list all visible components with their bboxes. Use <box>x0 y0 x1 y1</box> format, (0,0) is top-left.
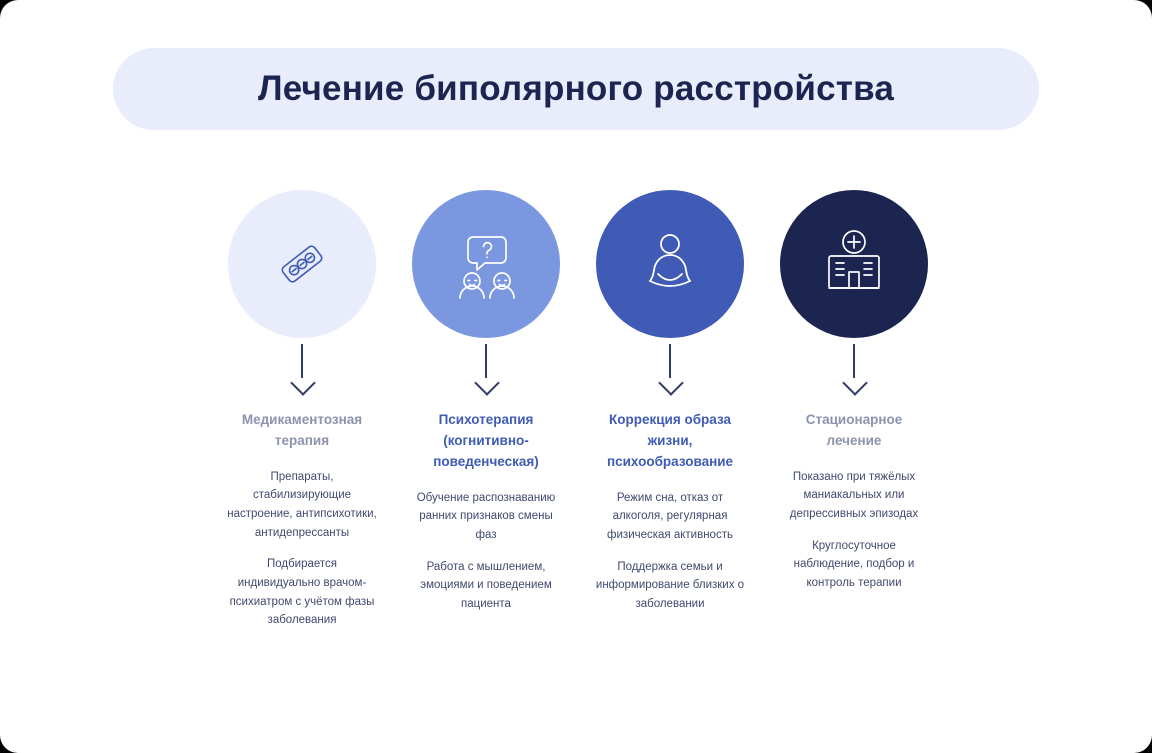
step-column-2 <box>412 190 560 730</box>
step-arrow-4 <box>834 344 874 396</box>
step-arrow-2 <box>466 344 506 396</box>
step-column-4 <box>780 190 928 730</box>
steps-container <box>228 190 928 730</box>
step-column-3 <box>596 190 744 730</box>
step-title-1: Медикаментозная терапия <box>241 412 363 448</box>
step-paragraph: Обучение распознаванию ранних признаков смены фаз <box>416 491 556 542</box>
step-title-3: Коррекция образа жизни, психообразование <box>606 412 734 469</box>
step-title-4: Стационарное лечение <box>805 412 903 448</box>
hospital-icon <box>816 226 892 302</box>
step-body-3 <box>595 489 745 614</box>
step-body-1 <box>227 468 377 630</box>
step-paragraph: Поддержка семьи и информирование близких о заболевании <box>595 560 745 610</box>
step-arrow-3 <box>650 344 690 396</box>
page-title: Лечение биполярного расстройства <box>257 69 895 108</box>
step-icon-circle-2 <box>412 190 560 338</box>
pill-strip-icon <box>265 227 339 301</box>
step-body-4 <box>779 468 929 593</box>
step-column-1 <box>228 190 376 730</box>
meditation-icon <box>632 226 708 302</box>
step-paragraph: Подбирается индивидуально врачом-психиатром с учётом фазы заболевания <box>229 558 375 627</box>
step-icon-circle-1 <box>228 190 376 338</box>
step-paragraph: Круглосуточное наблюдение, подбор и контроль терапии <box>793 539 915 589</box>
step-icon-circle-4 <box>780 190 928 338</box>
page-title-banner <box>113 48 1039 130</box>
step-paragraph: Режим сна, отказ от алкоголя, регулярная физическая активность <box>607 491 733 542</box>
step-icon-circle-3 <box>596 190 744 338</box>
psychotherapy-icon <box>447 225 525 303</box>
step-paragraph: Работа с мышлением, эмоциями и поведением пациента <box>420 560 552 610</box>
step-arrow-1 <box>282 344 322 396</box>
step-paragraph: Препараты, стабилизирующие настроение, антипсихотики, антидепрессанты <box>227 470 377 539</box>
step-body-2 <box>411 489 561 614</box>
step-paragraph: Показано при тяжёлых маниакальных или депрессивных эпизодах <box>789 470 919 521</box>
step-title-2: Психотерапия (когнитивно-поведенческая) <box>433 412 539 469</box>
